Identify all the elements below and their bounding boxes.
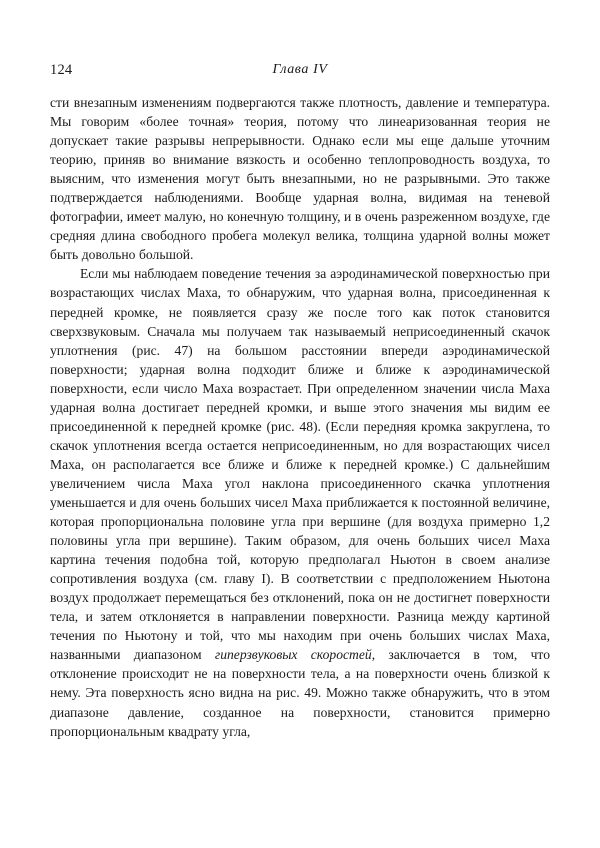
paragraph xyxy=(50,264,550,740)
emphasized-term: гиперзвуковых скоростей xyxy=(214,647,372,663)
chapter-title: Глава IV xyxy=(272,62,328,77)
text-run: Если мы наблюдаем поведение течения за аэродинамической поверхностью при возрастающих числах Маха, то обнаружим, что ударная волна, присоединенная к передней кромке, не появляется сразу же после того как поток становится сверхзвуковым. Сначала мы получаем так называемый неприсоединенный скачок уплотнения (рис. 47) на большом расстоянии впереди аэродинамической поверхности; ударная волна подходит ближе и ближе к аэродинамической поверхности, если число Маха возрастает. При определенном значении числа Маха ударная волна достигает передней кромки, и выше этого значения мы видим ее присоединенной к передней кромке (рис. 48). (Если передняя кромка закруглена, то скачок уплотнения всегда остается неприсоединенным, но для возрастающих чисел Маха, он располагается все ближе и ближе к передней кромке.) С дальнейшим увеличением числа Маха угол наклона присоединенного скачка уплотнения уменьшается и для очень больших чисел Маха приближается к постоянной величине, которая пропорциональна половине угла при вершине (для воздуха примерно 1,2 половины угла при вершине). Таким образом, для очень больших чисел Маха картина течения подобна той, которую предполагал Ньютон в своем анализе сопротивления воздуха (см. главу I). В соответствии с предположением Ньютона воздух продолжает перемещаться без отклонений, пока он не достигнет поверхности тела, и затем отклоняется в направлении поверхности. Разница между картиной течения по Ньютону и той, что мы находим при очень больших числах Маха, названными диапазоном xyxy=(50,266,550,663)
paragraph xyxy=(50,93,550,264)
text-run: сти внезапным изменениям подвергаются также плотность, давление и температура. Мы говорим «более точная» теория, потому что линеаризованная теория не допускает такие разрывы непрерывности. Однако если мы еще дальше уточним теорию, приняв во внимание вязкость и особенно теплопроводность воздуха, то выясним, что изменения могут быть внезапными, но не разрывными. Это также подтверждается наблюдениями. Вообще ударная волна, видимая на теневой фотографии, имеет малую, но конечную толщину, и в очень разреженном воздухе, где средняя длина свободного пробега молекул велика, толщина ударной волны может быть довольно большой. xyxy=(50,95,550,263)
body-text-block xyxy=(50,93,550,741)
text-run: , заключается в том, что отклонение происходит не на поверхности тела, а на поверхности очень близкой к нему. Эта поверхность ясно видна на рис. 49. Можно также обнаружить, что в этом диапазоне давление, созданное на поверхности, становится примерно пропорциональным квадрату угла, xyxy=(50,647,550,739)
running-head xyxy=(50,60,550,80)
page-number: 124 xyxy=(50,62,73,78)
